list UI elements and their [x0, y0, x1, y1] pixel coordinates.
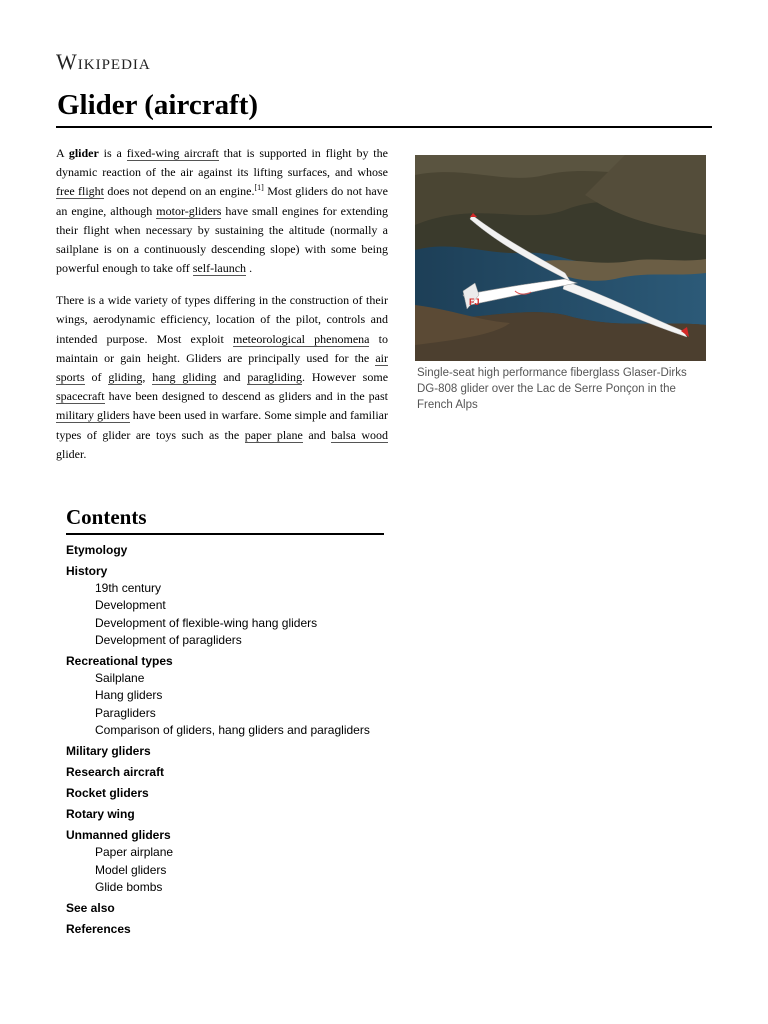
- text: ,: [142, 370, 153, 385]
- text: .: [246, 261, 253, 276]
- toc-item-research-aircraft: [66, 764, 384, 781]
- toc-item-recreational-types: [66, 653, 384, 739]
- citation-1[interactable]: [1]: [254, 183, 264, 193]
- toc-item-unmanned-gliders: [66, 827, 384, 896]
- toc-item-rocket-gliders: [66, 785, 384, 802]
- wikipedia-wordmark[interactable]: Wikipedia: [56, 49, 151, 74]
- toc-link-military-gliders[interactable]: Military gliders: [66, 744, 151, 759]
- lead-paragraph-2: [56, 291, 388, 464]
- toc-link-comparison[interactable]: Comparison of gliders, hang gliders and paragliders: [95, 723, 370, 738]
- link-gliding[interactable]: gliding: [108, 370, 143, 385]
- toc-link-paragliders[interactable]: Paragliders: [95, 705, 156, 720]
- toc-list: [66, 542, 384, 938]
- link-paper-plane[interactable]: paper plane: [244, 427, 303, 442]
- glider-photo[interactable]: [415, 155, 706, 361]
- toc-title: Contents: [66, 503, 384, 535]
- link-military-gliders[interactable]: military gliders: [56, 408, 130, 423]
- text: and: [216, 370, 248, 385]
- text: that is supported in flight by the dynamic reaction of the air against its lifting surfaces, and whose: [56, 146, 388, 180]
- bold-term: glider: [68, 146, 99, 160]
- link-hang-gliding[interactable]: hang gliding: [152, 370, 217, 385]
- figure-caption: Single-seat high performance fiberglass Glaser-Dirks DG-808 glider over the Lac de Serre Ponçon in the French Alps: [417, 367, 687, 411]
- lead-section: [56, 144, 388, 477]
- toc-link-etymology[interactable]: Etymology: [66, 543, 128, 557]
- text: A: [56, 146, 69, 160]
- link-balsa-wood[interactable]: balsa wood: [331, 427, 389, 442]
- text: glider.: [56, 446, 87, 461]
- toc-item-military-gliders: [66, 743, 384, 760]
- toc-sublist-recreational-types: [66, 670, 384, 739]
- toc-link-rotary-wing[interactable]: Rotary wing: [66, 807, 135, 822]
- toc-link-unmanned-gliders[interactable]: Unmanned gliders: [66, 828, 171, 843]
- toc-link-development[interactable]: Development: [95, 598, 166, 613]
- toc-link-rocket-gliders[interactable]: Rocket gliders: [66, 786, 149, 801]
- toc-link-sailplane[interactable]: Sailplane: [95, 671, 145, 686]
- toc-item-history: [66, 563, 384, 649]
- toc-link-see-also[interactable]: See also: [66, 901, 115, 916]
- toc-link-recreational-types[interactable]: Recreational types: [66, 654, 173, 669]
- text: . However some: [302, 370, 389, 385]
- toc-link-glide-bombs[interactable]: Glide bombs: [95, 879, 163, 894]
- link-free-flight[interactable]: free flight: [56, 184, 105, 199]
- link-air-sports[interactable]: air sports: [56, 350, 388, 385]
- text: have been used in warfare. Some simple and familiar types of glider are toys such as the: [56, 408, 389, 442]
- toc-link-references[interactable]: References: [66, 922, 131, 937]
- lead-figure: [415, 155, 707, 413]
- text: have small engines for extending their flight when necessary by sustaining the altitude (normally a sailplane is on a continuously descending slope) with some being powerful enough to take off: [56, 203, 388, 276]
- toc-item-see-also: [66, 900, 384, 917]
- text: There is a wide variety of types differing in the construction of their wings, aerodynamic efficiency, location of the pilot, controls and intended purpose. Most exploit: [56, 293, 388, 346]
- text: to maintain or gain height. Gliders are principally used for the: [56, 331, 388, 365]
- toc-link-history[interactable]: History: [66, 564, 108, 578]
- link-meteorological-phenomena[interactable]: meteorological phenomena: [233, 331, 370, 346]
- link-fixed-wing-aircraft[interactable]: fixed-wing aircraft: [126, 146, 219, 160]
- glider-registration: FJ: [469, 297, 480, 307]
- toc-item-rotary-wing: [66, 806, 384, 823]
- table-of-contents: [66, 503, 384, 942]
- toc-item-references: [66, 921, 384, 938]
- toc-sublist-history: [66, 580, 384, 649]
- title-divider: [56, 126, 712, 128]
- text: of: [84, 370, 109, 385]
- text: and: [302, 427, 332, 442]
- text: have been designed to descend as gliders and in the past: [104, 389, 388, 404]
- text: does not depend on an engine.: [104, 184, 255, 199]
- page-title: Glider (aircraft): [57, 89, 259, 121]
- toc-link-research-aircraft[interactable]: Research aircraft: [66, 765, 165, 780]
- toc-link-development-of-paragliders[interactable]: Development of paragliders: [95, 632, 242, 647]
- link-spacecraft[interactable]: spacecraft: [56, 389, 105, 404]
- toc-item-etymology: [66, 542, 384, 559]
- text: is a: [98, 146, 127, 160]
- link-self-launch[interactable]: self-launch: [192, 261, 247, 276]
- toc-link-model-gliders[interactable]: Model gliders: [95, 862, 167, 877]
- toc-link-hang-gliders[interactable]: Hang gliders: [95, 688, 163, 703]
- toc-link-paper-airplane[interactable]: Paper airplane: [95, 845, 174, 860]
- toc-link-flexible-wing-hang-gliders[interactable]: Development of flexible-wing hang gliders: [95, 615, 318, 630]
- toc-sublist-unmanned-gliders: [66, 844, 384, 896]
- text: Most gliders do not have an engine, although: [56, 184, 388, 218]
- toc-link-19th-century[interactable]: 19th century: [95, 581, 162, 595]
- link-paragliding[interactable]: paragliding: [247, 370, 303, 385]
- link-motor-gliders[interactable]: motor-gliders: [156, 203, 222, 218]
- lead-paragraph-1: [56, 144, 388, 278]
